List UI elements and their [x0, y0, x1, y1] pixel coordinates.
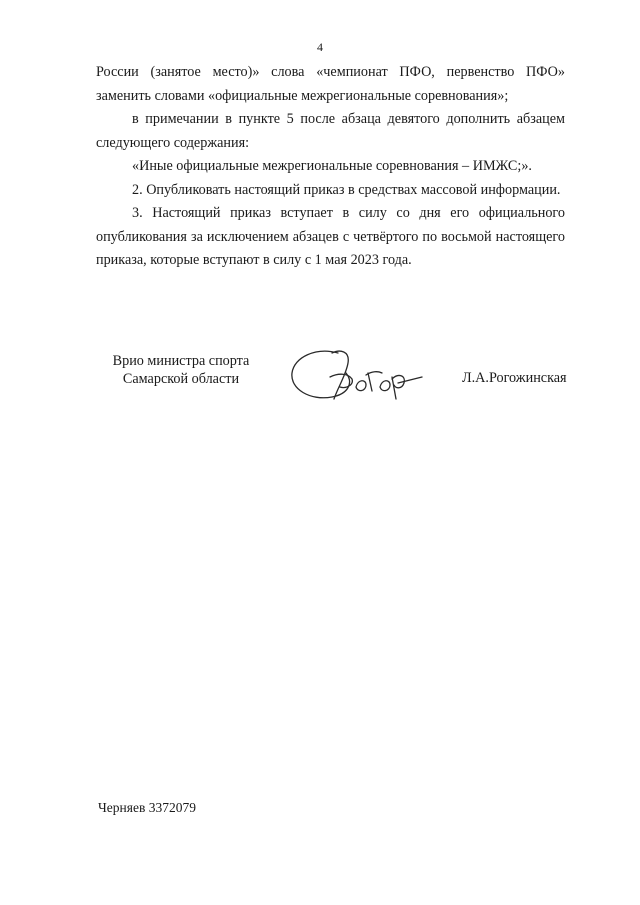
- executor-contact: Черняев 3372079: [98, 800, 196, 815]
- paragraph-added-text: «Иные официальные межрегиональные соревнования – ИМЖС;».: [132, 158, 532, 174]
- signatory-position: [100, 352, 262, 388]
- signatory-name: Л.А.Рогожинская: [462, 370, 567, 386]
- paragraph-effective-date-clause: 3. Настоящий приказ вступает в силу со дня его официального опубликования за исключением абзацев с четвёртого по восьмой настоящего приказа, которые вступают в силу с 1 мая 2023 года.: [96, 205, 565, 268]
- paragraph-publication-clause: 2. Опубликовать настоящий приказ в средствах массовой информации.: [132, 181, 561, 198]
- order-body-text: [96, 61, 565, 273]
- handwritten-signature: [286, 343, 426, 405]
- paragraph-replacement-clause: России (занятое место)» слова «чемпионат ПФО, первенство ПФО» заменить словами «официальные межрегиональные соревнования»;: [96, 64, 565, 104]
- page-number: 4: [317, 40, 323, 54]
- signatory-position-line1: Врио министра спорта: [112, 353, 250, 369]
- paragraph-note-addition: в примечании в пункте 5 после абзаца девятого дополнить абзацем следующего содержания:: [96, 111, 565, 151]
- signatory-position-line2: Самарской области: [122, 371, 240, 387]
